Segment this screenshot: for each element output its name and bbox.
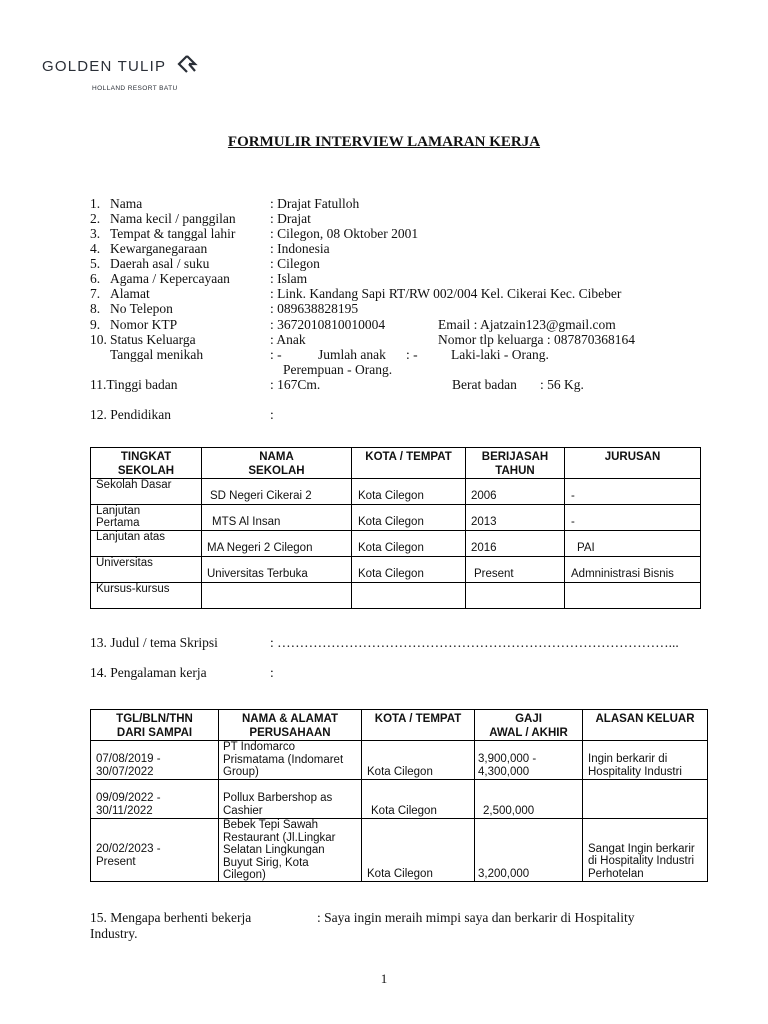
header-line: BERIJASAH [481,451,549,463]
cell-text: - [571,516,575,528]
header-line: TAHUN [495,465,535,477]
field-label: 15. Mengapa berhenti bekerja [90,910,252,925]
field-value: : ……………………………………………………………………………... [270,635,679,650]
cell-tahun [466,583,565,609]
cell-text: Ingin berkarir di Hospitality Industri [588,753,682,778]
header-kota [362,710,475,741]
children-value: : - [406,347,418,362]
header-line: SEKOLAH [248,465,305,477]
table-row [91,505,701,531]
golden-tulip-logo-icon [176,54,198,78]
field-number: 7. [90,286,101,301]
cell-perusahaan [219,741,362,780]
header-line: KOTA / TEMPAT [365,451,452,463]
field-value: : Indonesia [270,241,330,256]
field-value: : Cilegon, 08 Oktober 2001 [270,226,419,241]
cell-gaji [475,741,583,780]
cell-alasan [583,819,708,882]
field-label: Nama kecil / panggilan [110,211,236,226]
header-line: PERUSAHAAN [249,727,331,739]
field-value: : 167Cm. [270,377,321,392]
field-value: : 089638828195 [270,301,359,316]
cell-nama [202,531,352,557]
brand-logo [42,54,198,78]
cell-kota [352,557,466,583]
cell-text: 3,900,000 - 4,300,000 [478,753,537,778]
cell-text: Pollux Barbershop as Cashier [223,792,333,817]
cell-tgl [91,780,219,819]
cell-text: Lanjutan Pertama [96,505,141,529]
header-line: DARI SAMPAI [116,727,193,739]
header-line: SEKOLAH [117,465,175,477]
cell-tingkat [91,583,202,609]
field-label: 14. Pengalaman kerja [90,665,207,680]
cell-kota [352,505,466,531]
header-jurusan [565,448,701,479]
cell-text: 20/02/2023 - Present [96,843,161,868]
email-value: Email : Ajatzain123@gmail.com [438,317,616,332]
header-tgl [91,710,219,741]
header-tingkat [91,448,202,479]
field-value: : Saya ingin meraih mimpi saya dan berkarir di Hospitality [317,910,635,925]
cell-gaji [475,819,583,882]
header-alasan [583,710,708,741]
cell-tingkat [91,479,202,505]
cell-tgl [91,741,219,780]
education-table [90,447,701,609]
cell-text: Kota Cilegon [358,542,424,554]
cell-text: Kota Cilegon [358,568,424,580]
work-table [90,709,708,882]
weight-value: : 56 Kg. [540,377,584,392]
table-row [91,557,701,583]
cell-alasan [583,780,708,819]
cell-text: PAI [577,542,595,554]
brand-subtitle: HOLLAND RESORT BATU [92,85,178,92]
header-ijazah [466,448,565,479]
header-line: AWAL / AKHIR [489,727,568,739]
cell-text: 2016 [471,542,497,554]
cell-tingkat [91,505,202,531]
cell-nama [202,557,352,583]
cell-text: Bebek Tepi Sawah Restaurant (Jl.Lingkar Selatan Lingkungan Buyut Sirig, Kota Cilegon) [223,819,336,881]
cell-tahun [466,531,565,557]
cell-kota [352,583,466,609]
cell-text: Kota Cilegon [358,490,424,502]
cell-jurusan [565,557,701,583]
field-value: : 3672010810010004 [270,317,386,332]
header-kota [352,448,466,479]
table-row [91,583,701,609]
field-value: : Drajat [270,211,311,226]
cell-text: 2013 [471,516,497,528]
field-label: Status Keluarga [110,332,196,347]
table-row [91,531,701,557]
page-number: 1 [380,971,388,986]
cell-text: 07/08/2019 - 30/07/2022 [96,753,161,778]
field-value: : Cilegon [270,256,320,271]
cell-jurusan [565,583,701,609]
header-line: KOTA / TEMPAT [374,713,462,725]
cell-text: Present [474,568,514,580]
table-row [91,741,708,780]
cell-text: Kota Cilegon [358,516,424,528]
field-value: : - [270,347,282,362]
field-label: Kewarganegaraan [110,241,208,256]
form-title: FORMULIR INTERVIEW LAMARAN KERJA [227,134,541,150]
cell-text: 09/09/2022 - 30/11/2022 [96,792,161,817]
table-row [91,780,708,819]
header-line: TINGKAT [120,451,172,463]
cell-text: Kota Cilegon [371,804,437,817]
field-label: Tanggal menikah [110,347,204,362]
field-number: 8. [90,301,101,316]
field-number: 2. [90,211,101,226]
cell-text: Sangat Ingin berkarir di Hospitality Industri Perhotelan [588,842,695,880]
cell-text: Kota Cilegon [367,867,433,880]
field-value: : [270,665,274,680]
cell-text: 2006 [471,490,497,502]
field-number: 9. [90,317,101,332]
header-line: ALASAN KELUAR [595,713,695,725]
cell-text: MTS Al Insan [212,516,281,528]
header-line: GAJI [515,713,542,725]
field-value: : Islam [270,271,308,286]
cell-text: - [571,490,575,502]
cell-kota [362,741,475,780]
cell-jurusan [565,479,701,505]
field-label: No Telepon [110,301,173,316]
cell-tgl [91,819,219,882]
cell-tahun [466,557,565,583]
cell-text: Sekolah Dasar [96,479,172,491]
field-label: Nomor KTP [110,317,178,332]
field-value: : [270,407,274,422]
cell-jurusan [565,531,701,557]
cell-nama [202,505,352,531]
cell-kota [362,819,475,882]
field-number: 5. [90,256,101,271]
field-label: Daerah asal / suku [110,256,210,271]
cell-kota [362,780,475,819]
cell-nama [202,479,352,505]
field-label: Agama / Kepercayaan [110,271,230,286]
cell-text: Universitas [96,557,153,569]
cell-text: Kursus-kursus [96,583,170,595]
field-value: : Anak [270,332,306,347]
field-label: 11.Tinggi badan [90,377,178,392]
header-line: NAMA & ALAMAT [241,713,339,725]
field-value-continued: Industry. [90,926,138,941]
header-line: JURUSAN [604,451,661,463]
field-number: 6. [90,271,101,286]
cell-kota [352,479,466,505]
cell-text: Universitas Terbuka [207,568,308,580]
field-number: 3. [90,226,101,241]
cell-text: Lanjutan atas [96,531,166,543]
field-number: 1. [90,196,101,211]
cell-gaji [475,780,583,819]
field-number: 10. [90,332,107,347]
cell-text: PT Indomarco Prismatama (Indomaret Group) [223,741,344,778]
header-nama [202,448,352,479]
field-label: Alamat [110,286,150,301]
cell-perusahaan [219,780,362,819]
field-label: 13. Judul / tema Skripsi [90,635,218,650]
brand-name: GOLDEN TULIP [42,57,167,75]
cell-tahun [466,479,565,505]
cell-kota [352,531,466,557]
sons-value: Laki-laki - Orang. [451,347,549,362]
cell-text: SD Negeri Cikerai 2 [210,490,312,502]
cell-jurusan [565,505,701,531]
family-phone-value: Nomor tlp keluarga : 087870368164 [438,332,635,347]
work-header-row [91,710,708,741]
header-line: NAMA [259,451,294,463]
cell-text: 3,200,000 [478,867,530,880]
cell-text: Admninistrasi Bisnis [571,568,674,580]
field-label: 12. Pendidikan [90,407,171,422]
education-header-row [91,448,701,479]
cell-text: 2,500,000 [483,804,535,817]
weight-label: Berat badan [452,377,517,392]
cell-text: MA Negeri 2 Cilegon [207,542,313,554]
cell-perusahaan [219,819,362,882]
field-value: : Drajat Fatulloh [270,196,360,211]
field-value: : Link. Kandang Sapi RT/RW 002/004 Kel. Cikerai Kec. Cibeber [270,286,622,301]
cell-tahun [466,505,565,531]
cell-tingkat [91,557,202,583]
cell-alasan [583,741,708,780]
cell-tingkat [91,531,202,557]
table-row [91,479,701,505]
header-gaji [475,710,583,741]
daughters-value: Perempuan - Orang. [283,362,393,377]
field-label: Nama [110,196,143,211]
children-label: Jumlah anak [318,347,386,362]
field-number: 4. [90,241,101,256]
cell-nama [202,583,352,609]
field-label: Tempat & tanggal lahir [110,226,236,241]
header-perusahaan [219,710,362,741]
cell-text: Kota Cilegon [367,765,433,778]
header-line: TGL/BLN/THN [116,713,193,725]
table-row [91,819,708,882]
